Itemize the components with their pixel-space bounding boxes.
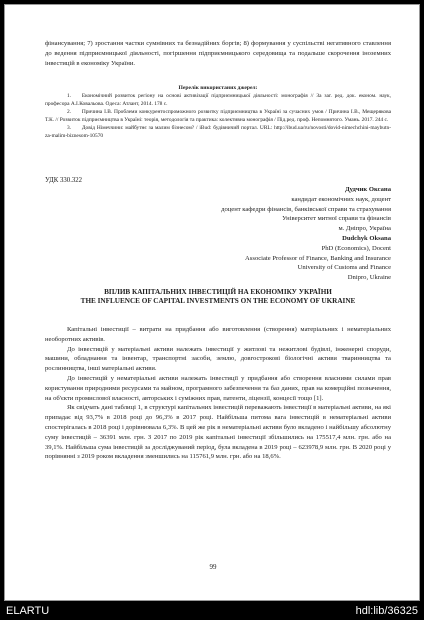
author-university-ua: Університет митної справи та фінансів: [282, 215, 391, 223]
author-degree-ua: кандидат економічних наук, доцент: [291, 195, 391, 203]
body-paragraph-2: До інвестицій у матеріальні активи належать інвестиції у житлові та нежитлові будівлі, інженерні споруди, машини, обладнання та інвентар, транспортні засоби, землю, довгострокові біологічні активи тваринництва та рослинництва, інші матеріальні активи.: [45, 345, 391, 373]
article-title-ua: ВПЛИВ КАПІТАЛЬНИХ ІНВЕСТИЦІЙ НА ЕКОНОМІКУ УКРАЇНИ: [104, 288, 332, 296]
body-paragraph-3: До інвестицій у нематеріальні активи належать інвестиції у придбання або створення власними силами прав користування природними ресурсами та майном, програмного забезпечення та баз даних, прав на комерційні позначення, на об'єкти промислової власності, авторських і суміжних прав, патенти, ліцензії, концесії тощо [1].: [45, 374, 391, 402]
continuation-paragraph: фінансування; 7) зростання частки сумнівних та безнадійних боргів; 8) формування у суспільстві негативного ставлення до ведення підприємницької діяльності, погіршення підприємницького середовища та подальше скорочення іноземних інвестицій в економіку України.: [45, 40, 391, 67]
reference-item-3: 3. Довід Німеччини: майбутнє за малим бізнесом? / iBud: будівничий портал. URL: http://ibud.ua/ru/novosti/dovid-nimechchini-maybutn-za-malim-biznesom-10570: [45, 124, 391, 139]
author-position-ua: доцент кафедри фінансів, банківської справи та страхування: [221, 205, 391, 213]
reference-item-1: 1. Економічний розвиток регіону на основі активізації підприємницької діяльності: монографія // За заг. ред. док. економ. наук, професора А.І.Ковальова. Одеса: Атлант, 2014. 178 с.: [45, 93, 391, 107]
footer-handle: hdl:lib/36325: [355, 605, 418, 617]
references-section: [45, 85, 391, 140]
author-block-en: [45, 234, 391, 283]
body-paragraph-4: Як свідчать дані таблиці 1, в структурі капітальних інвестицій переважають інвестиції в матеріальні активи, на які припадає від 93,7% в 2018 році до 96,3% в 2017 році. Найбільша питома вага інвестицій в нематеріальні активи спостерігалась в 2018 році і дорівнювала 6,3%. В цей же рік в нематеріальні активи було вкладено і найбільшу абсолютну суму інвестицій – 36391 млн. грн. З 2017 по 2019 рік капітальні інвестиції збільшились на 175517,4 млн. грн. або на 39,1%. Найбільша сума інвестицій за досліджуваний період, була вкладена в 2019 році – 623978,9 млн. грн. В 2020 році у порівнянні з 2019 роком вкладення зменшились на 115761,9 млн. грн. або на 18,6%.: [45, 404, 391, 461]
article-title-en: THE INFLUENCE OF CAPITAL INVESTMENTS ON THE ECONOMY OF UKRAINE: [80, 297, 356, 306]
article-titles: [45, 288, 391, 307]
author-university-en: University of Customs and Finance: [297, 264, 391, 272]
page-number: 99: [209, 563, 217, 571]
reference-item-2: 2. Причина І.В. Проблеми конкурентоспроможного розвитку підприємництва в Україні за сучасних умов / Причина І.В., Мещерякова Т.К. // Розвиток підприємництва в Україні: теорія, методологія та практика: колективна монографія / Під.ред. проф. Непомнятого. Умань. 2017. 244 с.: [45, 108, 391, 123]
author-degree-en: PhD (Economics), Docent: [321, 244, 391, 252]
footer-repository-name: ELARTU: [6, 605, 50, 617]
references-title: Перелік використаних джерел:: [178, 85, 258, 91]
author-name-en: Dudchyk Oksana: [342, 235, 391, 242]
udc-label: УДК 330.322: [45, 177, 83, 184]
article-body: [45, 325, 391, 462]
document-page: [4, 4, 420, 601]
author-block-ua: [45, 185, 391, 234]
repository-footer: [0, 603, 424, 620]
body-paragraph-1: Капітальні інвестиції – витрати на придбання або виготовлення (створення) матеріальних і нематеріальних необоротних активів.: [45, 326, 391, 343]
author-city-ua: м. Дніпро, Україна: [338, 225, 391, 233]
author-position-en: Associate Professor of Finance, Banking and Insurance: [245, 254, 391, 262]
author-name-ua: Дудчик Оксана: [345, 186, 391, 193]
intro-paragraph: [45, 39, 391, 68]
author-city-en: Dnipro, Ukraine: [347, 274, 391, 282]
